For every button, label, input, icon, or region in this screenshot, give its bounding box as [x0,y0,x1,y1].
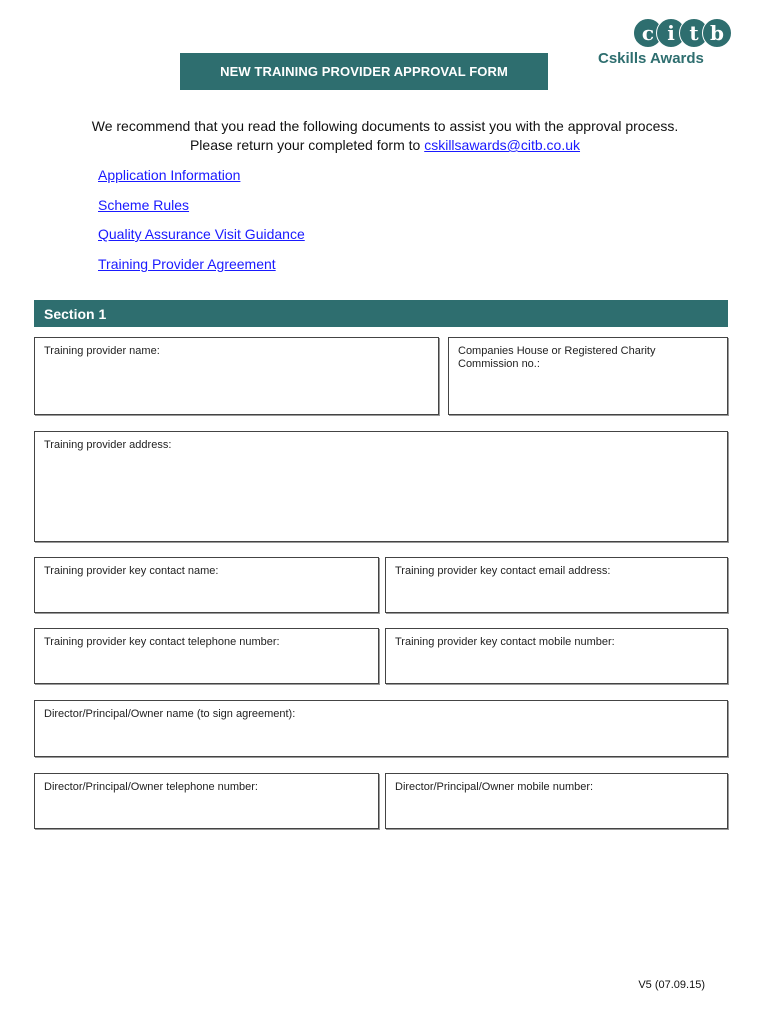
provider-address-label: Training provider address: [44,439,172,451]
contact-name-label: Training provider key contact name: [44,565,219,577]
form-title: NEW TRAINING PROVIDER APPROVAL FORM [220,64,508,79]
provider-name-field[interactable] [34,337,439,415]
provider-name-label: Training provider name: [44,345,160,357]
section-1-header [34,300,728,327]
intro-return-text: Please return your completed form to [189,137,425,153]
logo-letter-b: b [702,18,732,48]
director-phone-field[interactable] [34,773,379,829]
logo-letters [633,18,732,48]
link-training-provider-agreement[interactable]: Training Provider Agreement [98,256,276,272]
contact-mobile-field[interactable] [385,628,728,684]
company-number-field[interactable] [448,337,728,415]
link-quality-assurance-visit-guidance[interactable]: Quality Assurance Visit Guidance [98,226,305,242]
logo-subtitle: Cskills Awards [598,50,704,67]
contact-name-field[interactable] [34,557,379,613]
version-label: V5 (07.09.15) [638,979,705,991]
form-title-bar [180,53,548,90]
intro-line-2 [0,137,770,153]
director-name-label: Director/Principal/Owner name (to sign agreement): [44,708,296,720]
provider-address-field[interactable] [34,431,728,542]
logo-letter-i: i [656,18,686,48]
link-scheme-rules[interactable]: Scheme Rules [98,197,190,213]
link-application-information[interactable]: Application Information [98,167,241,183]
director-phone-label: Director/Principal/Owner telephone number: [44,781,258,793]
director-mobile-field[interactable] [385,773,728,829]
logo-letter-t: t [679,18,709,48]
contact-phone-field[interactable] [34,628,379,684]
contact-mobile-label: Training provider key contact mobile number: [395,636,615,648]
intro-line-1: We recommend that you read the following documents to assist you with the approval process. [91,118,679,134]
citb-logo [597,18,724,70]
section-1-title: Section 1 [44,305,107,322]
company-number-label: Companies House or Registered Charity Commission no.: [458,345,656,370]
director-name-field[interactable] [34,700,728,757]
email-link[interactable]: cskillsawards@citb.co.uk [424,137,581,153]
contact-email-label: Training provider key contact email address: [395,565,611,577]
director-mobile-label: Director/Principal/Owner mobile number: [395,781,594,793]
contact-phone-label: Training provider key contact telephone number: [44,636,280,648]
contact-email-field[interactable] [385,557,728,613]
logo-letter-c: c [633,18,663,48]
